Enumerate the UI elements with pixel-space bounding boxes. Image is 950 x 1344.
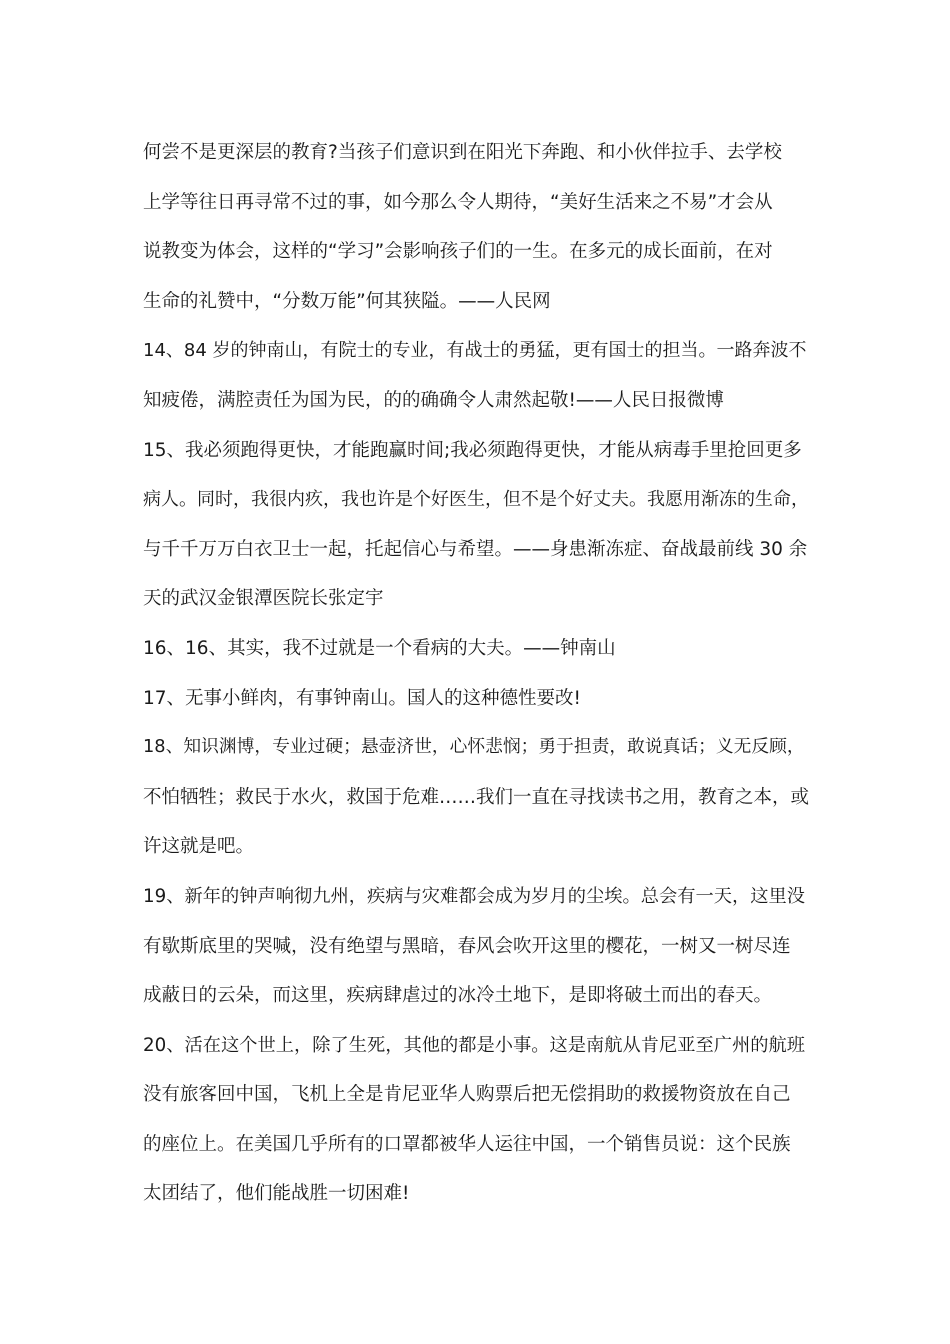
text-line: 许这就是吧。 [143, 836, 255, 858]
text-line: 的座位上。在美国几乎所有的口罩都被华人运往中国，一个销售员说：这个民族 [143, 1133, 791, 1155]
text-line: 有歇斯底里的哭喊，没有绝望与黑暗，春风会吹开这里的樱花，一树又一树尽连 [143, 935, 791, 957]
text-line: 生命的礼赞中，“分数万能”何其狭隘。——人民网 [143, 290, 551, 312]
text-line: 何尝不是更深层的教育?当孩子们意识到在阳光下奔跑、和小伙伴拉手、去学校 [143, 142, 782, 163]
text-line: 太团结了，他们能战胜一切困难! [143, 1183, 410, 1205]
text-line: 17、无事小鲜肉，有事钟南山。国人的这种德性要改! [143, 687, 581, 709]
text-line: 19、新年的钟声响彻九州，疾病与灾难都会成为岁月的尘埃。总会有一天，这里没 [143, 885, 805, 907]
document-body [143, 128, 811, 1219]
text-line: 说教变为体会，这样的“学习”会影响孩子们的一生。在多元的成长面前，在对 [143, 241, 773, 263]
text-line: 没有旅客回中国，飞机上全是肯尼亚华人购票后把无偿捐助的救援物资放在自己 [143, 1084, 791, 1106]
text-line: 天的武汉金银潭医院长张定宇 [143, 588, 384, 610]
text-line: 知疲倦，满腔责任为国为民，的的确确令人肃然起敬!——人民日报微博 [143, 389, 724, 411]
text-line: 与千千万万白衣卫士一起，托起信心与希望。——身患渐冻症、奋战最前线 30 余 [143, 538, 808, 560]
text-line: 成蔽日的云朵，而这里，疾病肆虐过的冰冷土地下，是即将破土而出的春天。 [143, 985, 773, 1007]
text-line: 14、84 岁的钟南山，有院士的专业，有战士的勇猛，更有国士的担当。一路奔波不 [143, 340, 807, 362]
text-line: 18、知识渊博，专业过硬；悬壶济世，心怀悲悯；勇于担责，敢说真话；义无反顾， [143, 737, 805, 758]
text-line: 20、活在这个世上，除了生死，其他的都是小事。这是南航从肯尼亚至广州的航班 [143, 1034, 805, 1056]
text-line: 不怕牺牲；救民于水火，救国于危难……我们一直在寻找读书之用，教育之本，或 [143, 786, 810, 808]
text-line: 15、我必须跑得更快，才能跑赢时间;我必须跑得更快，才能从病毒手里抢回更多 [143, 439, 802, 461]
text-line: 16、16、其实，我不过就是一个看病的大夫。——钟南山 [143, 637, 616, 659]
text-line: 病人。同时，我很内疚，我也许是个好医生，但不是个好丈夫。我愿用渐冻的生命， [143, 489, 809, 511]
text-line: 上学等往日再寻常不过的事，如今那么令人期待，“美好生活来之不易”才会从 [143, 191, 773, 213]
